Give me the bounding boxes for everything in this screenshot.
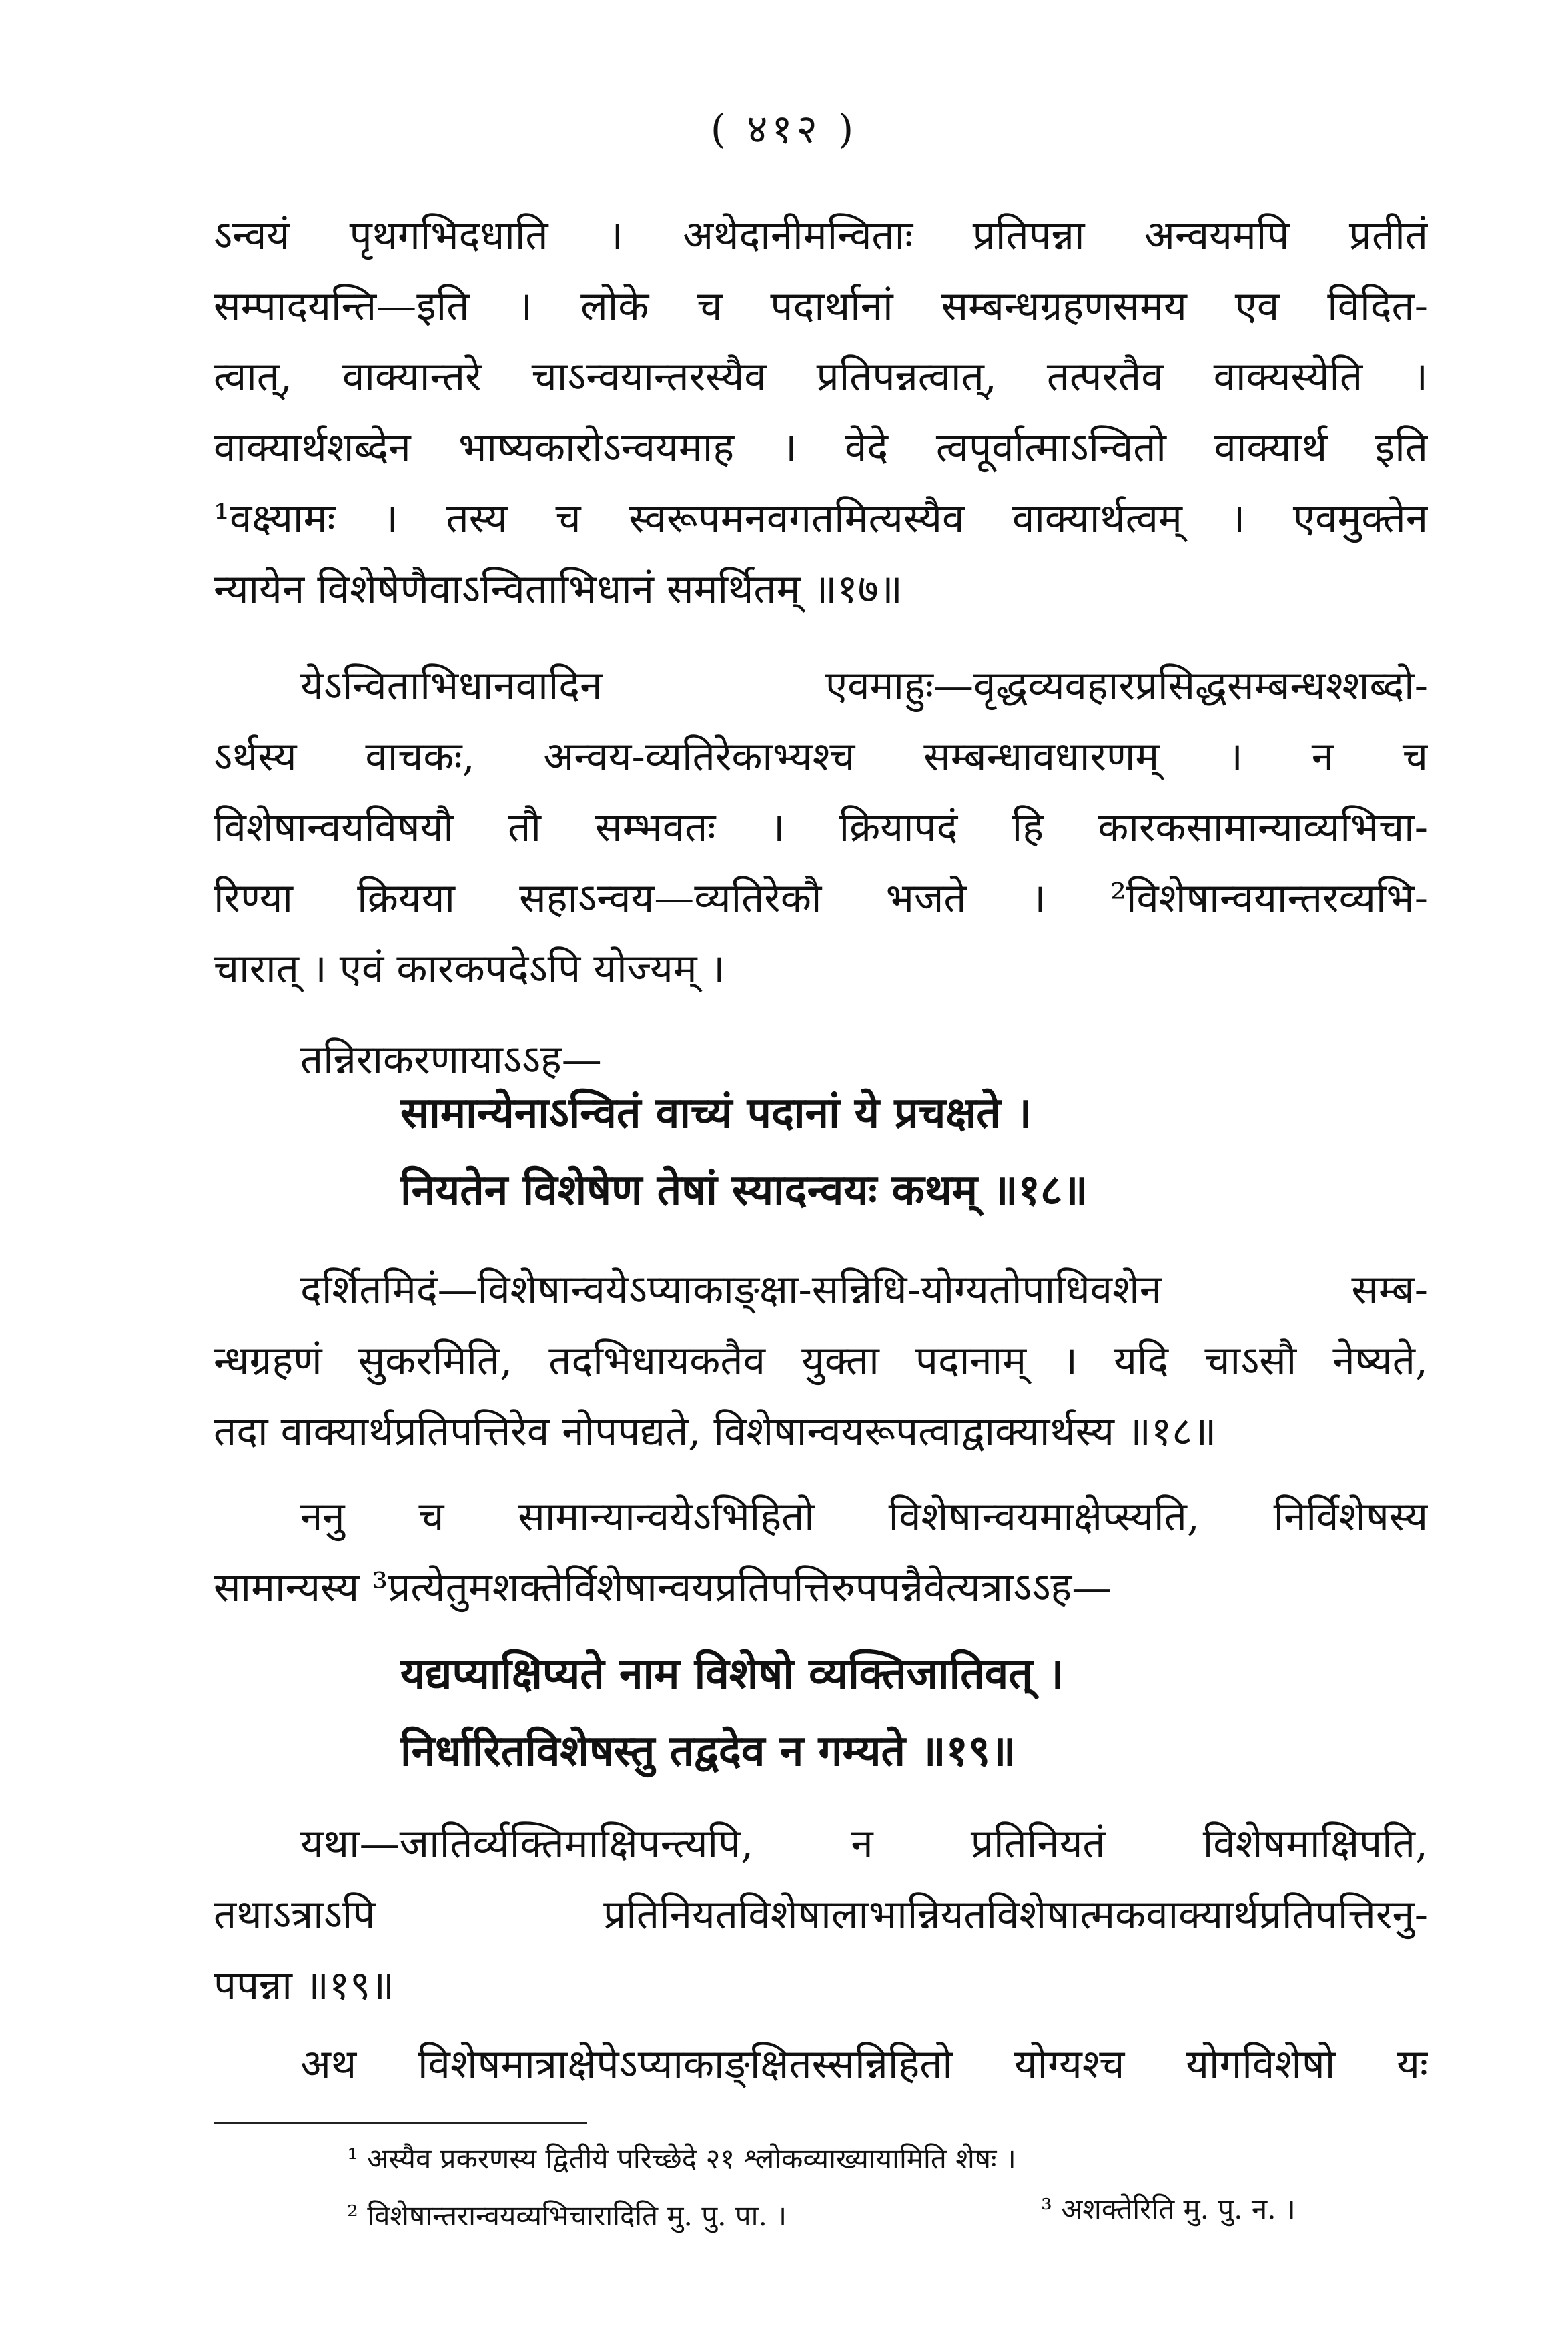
text-line: ऽर्थस्य वाचकः, अन्वय-व्यतिरेकाभ्यश्च सम्बन्धावधारणम् । न च — [214, 734, 1428, 780]
footnote-divider — [214, 2122, 587, 2124]
paragraph-6 — [214, 2029, 1428, 2100]
paragraph-2 — [214, 651, 1428, 1004]
text-line: चारात् । एवं कारकपदेऽपि योज्यम् । — [214, 946, 725, 992]
text-line: न्यायेन विशेषेणैवाऽन्विताभिधानं समर्थितम् ॥१७॥ — [214, 566, 903, 613]
paragraph-4 — [214, 1482, 1428, 1623]
page-number: ( ४१२ ) — [710, 106, 858, 153]
footnote-3: ³ अशक्तेरिति मु. पु. न. । — [1041, 2193, 1296, 2225]
text-line: ऽन्वयं पृथगभिदधाति । अथेदानीमन्विताः प्रतिपन्ना अन्वयमपि प्रतीतं — [214, 212, 1428, 259]
text-line: तथाऽत्राऽपि प्रतिनियतविशेषालाभान्नियतविशेषात्मकवाक्यार्थप्रतिपत्तिरनु- — [214, 1891, 1428, 1938]
footnote-2: ² विशेषान्तरान्वयव्यभिचारादिति मु. पु. पा. । — [347, 2199, 787, 2232]
paragraph-3 — [214, 1255, 1428, 1467]
verse-19 — [400, 1635, 1064, 1790]
verse-line: नियतेन विशेषेण तेषां स्यादन्वयः कथम् ॥१८॥ — [400, 1165, 1088, 1215]
text-line: पपन्ना ॥१९॥ — [214, 1962, 395, 2009]
text-line: येऽन्विताभिधानवादिन एवमाहुः—वृद्धव्यवहारप्रसिद्धसम्बन्धश्शब्दो- — [300, 663, 1428, 709]
text-line: दर्शितमिदं—विशेषान्वयेऽप्याकाङ्क्षा-सन्निधि-योग्यतोपाधिवशेन सम्ब- — [300, 1267, 1428, 1313]
text-line: ननु च सामान्यान्वयेऽभिहितो विशेषान्वयमाक्षेप्स्यति, निर्विशेषस्य — [300, 1494, 1428, 1540]
text-line: यथा—जातिर्व्यक्तिमाक्षिपन्त्यपि, न प्रतिनियतं विशेषमाक्षिपति, — [300, 1821, 1428, 1867]
paragraph-1 — [214, 200, 1428, 625]
verse-line: सामान्येनाऽन्वितं वाच्यं पदानां ये प्रचक्षते । — [400, 1088, 1032, 1138]
text-line: सम्पादयन्ति—इति । लोके च पदार्थानां सम्बन्धग्रहणसमय एव विदित- — [214, 283, 1428, 330]
text-line: रिण्या क्रियया सहाऽन्वय—व्यतिरेकौ भजते । ²विशेषान्वयान्तरव्यभि- — [214, 875, 1428, 922]
text-line: अथ विशेषमात्राक्षेपेऽप्याकाङ्क्षितस्सन्निहितो योग्यश्च योगविशेषो यः — [300, 2041, 1428, 2088]
text-line: न्धग्रहणं सुकरमिति, तदभिधायकतैव युक्ता पदानाम् । यदि चाऽसौ नेष्यते, — [214, 1338, 1428, 1384]
text-line: सामान्यस्य ³प्रत्येतुमशक्तेर्विशेषान्वयप्रतिपत्तिरुपपन्नैवेत्यत्राऽऽह— — [214, 1564, 1112, 1611]
text-line: त्वात्, वाक्यान्तरे चाऽन्वयान्तरस्यैव प्रतिपन्नत्वात्, तत्परतैव वाक्यस्येति । — [214, 354, 1428, 400]
text-line: तन्निराकरणायाऽऽह— — [300, 1037, 602, 1083]
text-line: तदा वाक्यार्थप्रतिपत्तिरेव नोपपद्यते, विशेषान्वयरूपत्वाद्वाक्यार्थस्य ॥१८॥ — [214, 1408, 1217, 1455]
verse-18 — [400, 1075, 1088, 1229]
text-line: वाक्यार्थशब्देन भाष्यकारोऽन्वयमाह । वेदे त्वपूर्वात्माऽन्वितो वाक्यार्थ इति — [214, 424, 1428, 471]
verse-line: यद्यप्याक्षिप्यते नाम विशेषो व्यक्तिजातिवत् । — [400, 1649, 1064, 1699]
verse-line: निर्धारितविशेषस्तु तद्वदेव न गम्यते ॥१९॥ — [400, 1726, 1016, 1776]
paragraph-5 — [214, 1809, 1428, 2021]
footnote-1: ¹ अस्यैव प्रकरणस्य द्वितीये परिच्छेदे २१ श्लोकव्याख्यायामिति शेषः । — [347, 2142, 1016, 2175]
text-line: विशेषान्वयविषयौ तौ सम्भवतः । क्रियापदं हि कारकसामान्याव्यभिचा- — [214, 804, 1428, 851]
text-line: ¹वक्ष्यामः । तस्य च स्वरूपमनवगतमित्यस्यैव वाक्यार्थत्वम् । एवमुक्तेन — [214, 495, 1428, 542]
